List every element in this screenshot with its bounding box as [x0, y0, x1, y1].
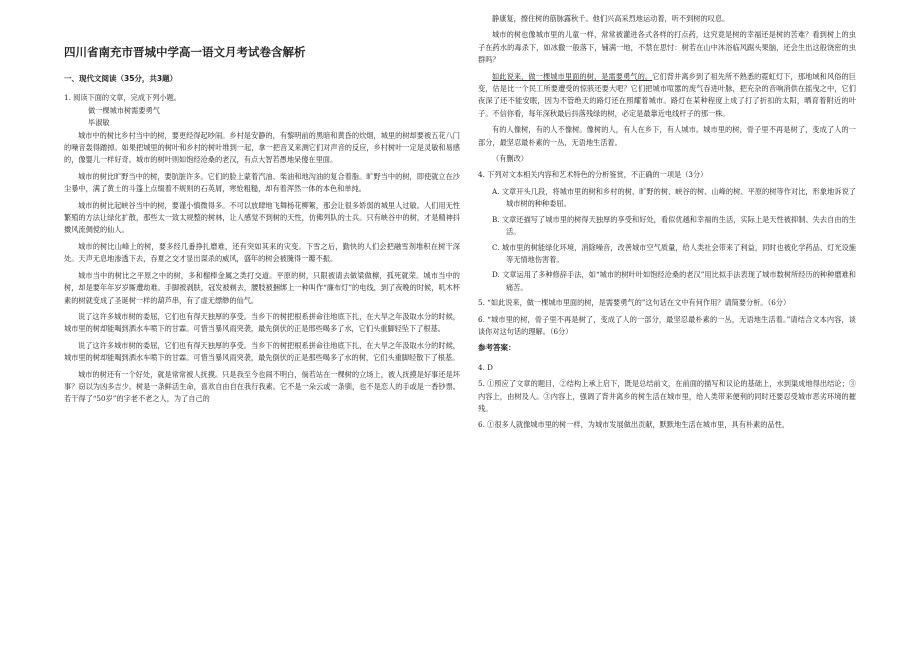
answer-4: 4. D: [478, 362, 493, 372]
paragraph: 说了这许多城市树的委屈，它们也有得天独厚的享受。当乡下的树把根系拼命往地底下扎，在大旱之年汲取水分的时候，城市里的树却能喝到洒水车喷下的甘霖。可惜当暴风雨突袭，最先倒伏的正是邢些喝多了水，它们头重脚轻坠下了根基。: [64, 311, 460, 334]
paragraph: 静康复，擦住树的筋脉露秋千。他们兴高采烈地运动着，听不到树的叹息。: [492, 14, 730, 23]
essay-author: 毕淑敏: [88, 118, 110, 128]
paragraph: 城市的树比起峡谷当中的树，要谨小慎微得多。不可以放肆地飞舞杨花柳絮，那会让很多娇弱的城里人过敏。人们用无性繁殖的方法让绿化扩散，那些太一致太规整的树林，让人感觉不到树的天性，仿佛列队的士兵。只有峡谷中的树，才是精神抖擞风流倜傥的仙人。: [64, 200, 460, 235]
option-d: D. 文章运用了多种修辞手法，如“城市的树叶叶如饱经沧桑的老汉”用比拟手法表现了城市数树所经历的种种磨难和痛苦。: [492, 270, 856, 292]
paragraph: 城市的树比旷野当中的树，要肮脏许多。它们的脸上蒙着汽油、柴油和地沟油的复合着脂。旷野当中的树，即使就立在沙尘暴中，满了黄土的斗篷上点缀着不规则的石英屑，寒怆粗糙，却有着浑然一体的本色和单纯。: [64, 171, 460, 194]
question-5: 5. “如此说来，做一棵城市里面的树，是需要勇气的”这句话在文中有何作用？请简要分析。（6分）: [478, 298, 791, 308]
underlined-sentence: 如此说来，做一棵城市里面的树，是需要勇气的。: [492, 71, 653, 81]
paragraph: 城市的树还有一个好处，就是常常被人抚摸。只是我至今也闹不明白，倘若站在一棵树的立场上，被人抚摸是好事还是坏事？窃以为凶多吉少。树是一条鲜活生命，喜欢自由自在我行我素。它不是一朵云或一条驯，也不是恋人的手或是一香钞票。若干得了“50岁”的字老不老之人，为了自己的: [64, 369, 460, 404]
question-4: 4. 下列对文本相关内容和艺术特色的分析鉴赏，不正确的一项是（3分）: [478, 170, 708, 180]
deleted-note: （有删改）: [492, 154, 528, 164]
option-b: B. 文章还描写了城市里的树得天独厚的享受和好处，看似优越和幸福的生活，实际上是天性被抑制、失去自由的生活。: [492, 214, 856, 237]
paragraph: 城市的树也像城市里的儿童一样，常常被灌进各式各样的打点药，这究竟是树的幸福还是树的苦难？看到树上的虫子在药水的毒杀下，如冰撒一般落下，铺满一地，不禁在思忖：树若在山中沐浴临风踞头果脑，还会生出这般饶密的虫群吗？: [478, 30, 856, 65]
section-heading: 一、现代文阅读（35分，共3题）: [64, 74, 178, 83]
right-column: [478, 13, 856, 436]
option-c: C. 城市里的树能绿化环境，消除噪音，改善城市空气质量，给人类社会带来了利益，同时也被化学药品、灯光设施等无情地伤害着。: [492, 242, 856, 264]
paragraph: [478, 71, 856, 121]
option-a: A. 文章开头几段，将城市里的树和乡村的树、旷野的树、峡谷的树、山峰的树、平原的树等作对比，形象地诉说了城市树的种种委屈。: [492, 186, 856, 209]
left-column: [64, 45, 460, 410]
answer-6: 6. ①很多人就像城市里的树一样，为城市发展做出贡献，默默地生活在城市里，具有朴素的品性，: [478, 420, 790, 430]
paragraph: 有的人像树，有的人不像树。像树的人，有人在乡下，有人城市。城市里的树，骨子里不再是树了，变成了人的一部分，最坚忍最朴素的一丛，无语地生活着。: [478, 125, 856, 147]
paragraph-rest: 它们背井离乡到了祖先所不熟悉的霓虹灯下，那地域和风俗的巨变，估是比一个民工所要遭受的惊骇还要大吧？它们把城市喧嚣的废气吞进叶脉，把充杂的音响消供在摇曳之中，它们夜深了还不能安眠，因为不管绝天的路灯还在照耀着城市。路灯在某种程度上成了打了折扣的太阳，晒育着附近的叶子。不信你看，每年深秋最后抖落残绿的树，必定是最靠近电线杆子的那一株。: [478, 71, 856, 118]
question-6: 6. “城市里的树，骨子里不再是树了，变成了人的一部分，最坚忍最朴素的一丛，无语地生活着。”请结合文本内容，谈谈你对这句话的理解。（6分）: [478, 314, 856, 336]
paragraph: 城市中的树比乡村当中的树，要更经得起吵闹。乡村是安静的，有黎明前的黑暗和黄昏的炊烟，城里的树却要被五花八门的噪音轰得蹭掉。如果把城里的树叶和乡村的树叶堆到一起，拿一把音叉来测它们对声音的反应，乡村树叶一定是灵敏和易感的，像婴儿一样好奇。城市的树叶则如饱经沧桑的老汉，有点大智若愚地呆傻在里面。: [64, 130, 460, 165]
answer-5: 5. ①照应了文章的题目，②结构上承上启下，既是总结前文，在前面的描写和议论的基础上，水到渠成地得出结论；③内容上，由树及人。③内容上，强调了背井离乡的树生活在城市里，给人类带来便利的同时还要忍受城市恶劣环境的摧残。: [478, 379, 856, 413]
paragraph: 城市的树比山峰上的树，要多经几番挣扎磨难，还有突如其来的灾变。下雪之后，勤快的人们会把融雪剂堆积在树干深处。天声无息地渗透下去，吞夏之交才显出谋杀的威风，盛年的树会被腌得一瓣不振。: [64, 241, 460, 264]
answers-heading: 参考答案：: [478, 343, 516, 353]
paragraph: 说了这许多城市树的委屈，它们也有得天独厚的享受。当乡下的树把根系拼命往地底下扎，在大旱之年汲取水分的时候，城市里的树却能喝到洒水车喷下的甘霖。可惜当暴风雨突袭，最先倒伏的正是那些喝多了水的树，它们头重脚轻散下了根基。: [64, 340, 460, 363]
paragraph: 城市当中的树比之平原之中的树，多和榴棒金属之类打交道。平原的树，只限被请去做梁做檩，孤死就荣。城市当中的树，却是要年年岁岁厮遭劫难。手脚被剥肤，冠发被剃去，腰肢被捆绑上一种叫作“廉布灯”的电线，到了夜晚的时候，叽木杯素的树就变成了圣诞树一样的葫芦串，有了虚无缥缈的仙气。: [64, 270, 460, 305]
instruction: 1. 阅读下面的文章，完成下列小题。: [64, 93, 181, 103]
page-title: 四川省南充市晋城中学高一语文月考试卷含解析: [64, 45, 306, 59]
essay-title: 做一棵城市树需要勇气: [88, 105, 160, 115]
